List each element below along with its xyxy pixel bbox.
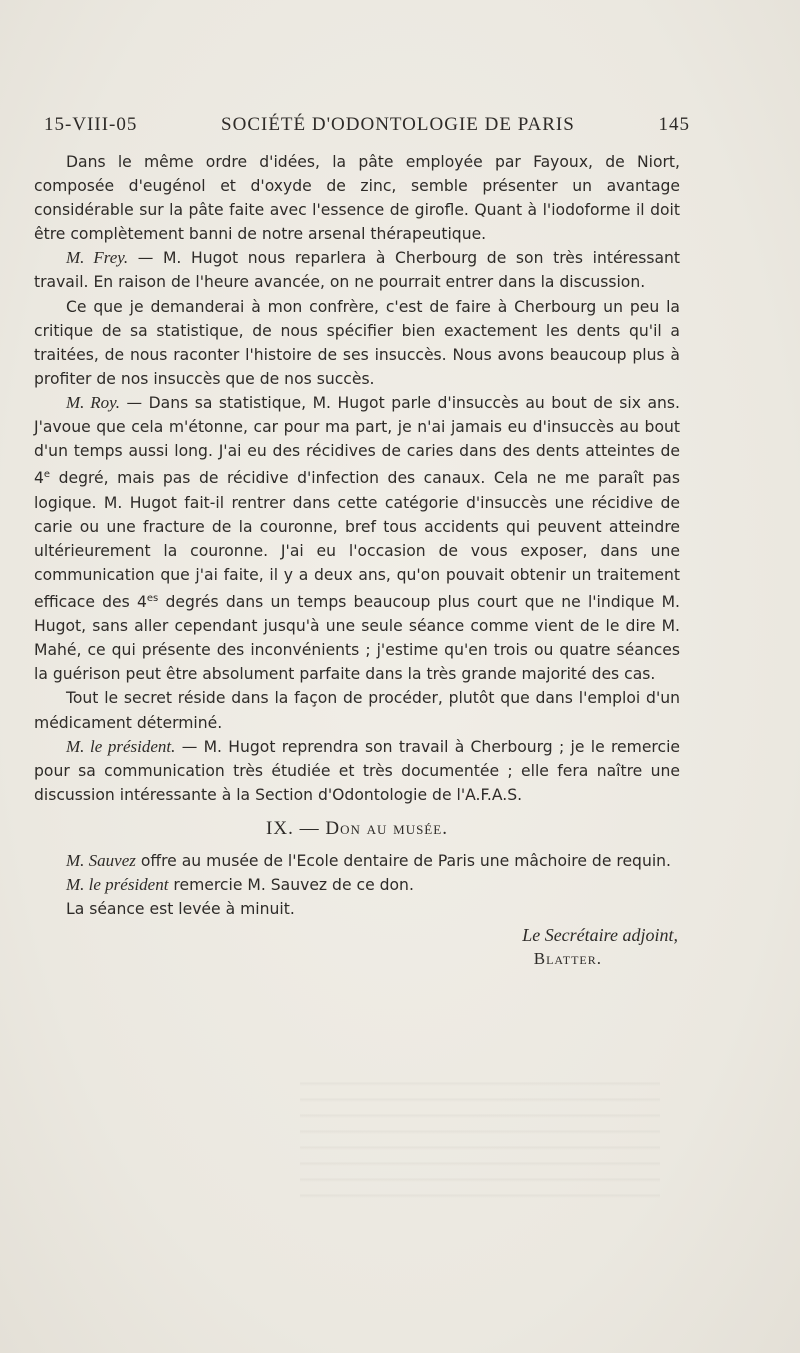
signature-role: Le Secrétaire adjoint, [522,925,678,946]
paragraph [34,391,680,687]
paragraph: Tout le secret réside dans la façon de procéder, plutôt que dans l'emploi d'un médicament déterminé. [34,689,680,732]
section-title: Don au musée. [325,817,448,839]
superscript: es [146,592,159,604]
section-heading [34,817,680,841]
paragraph-text: — M. Hugot nous reparlera à Cherbourg de son très intéressant travail. En raison de l'heure avancée, on ne pourrait entrer dans la discussion. [34,249,681,292]
paragraph: Dans le même ordre d'idées, la pâte employée par Fayoux, de Niort, composée d'eugénol et d'oxyde de zinc, semble présenter un avantage considérable sur la pâte faite avec l'essence de girofle. Quant à l'iodoforme il doit être complètement banni de notre arsenal thérapeutique. [34,153,680,244]
paragraph [34,873,680,897]
speaker-name: M. Roy. [66,392,120,412]
paragraph-text: degrés dans un temps beaucoup plus court que ne l'indique M. Hugot, sans aller cependant jusqu'à une seule séance comme vient de le dire M. Mahé, ce qui présente des inconvénients ; j'estime qu'en trois ou quatre séances la guérison peut être absolument parfaite dans la très grande majorité des cas. [34,593,680,684]
signature-block [34,923,680,971]
header-date: 15-VIII-05 [44,114,138,135]
superscript: e [43,469,51,481]
paragraph-text: remercie M. Sauvez de ce don. [168,876,414,895]
speaker-name: M. Frey. [66,248,129,268]
speaker-name: M. Sauvez [66,851,136,870]
page-number: 145 [658,114,690,135]
paragraph [34,849,680,873]
paragraph-text: degré, mais pas de récidive d'infection des canaux. Cela ne me paraît pas logique. M. Hugot fait-il rentrer dans cette catégorie d'insuccès une récidive de carie ou une fracture de la couronne, bref tous accidents qui peuvent atteindre ultérieurement la couronne. J'ai eu l'occasion de vous exposer, dans une communication que j'ai faite, il y a deux ans, qu'on pouvait obtenir un traitement efficace des 4 [34,469,680,612]
signature-name: Blatter. [533,949,602,969]
paragraph [34,735,680,807]
paragraph: La séance est levée à minuit. [66,900,295,919]
paragraph-text: offre au musée de l'Ecole dentaire de Paris une mâchoire de requin. [135,852,671,870]
speaker-name: M. le président. [66,736,176,756]
paragraph-text: — Dans sa statistique, M. Hugot parle d'insuccès au bout de six ans. J'avoue que cela m'étonne, car pour ma part, je n'ai jamais eu d'insuccès au bout d'un temps aussi long. J'ai eu des récidives de caries dans des dents atteintes de 4 [34,393,681,488]
paragraph [34,246,680,294]
paragraph: Ce que je demanderai à mon confrère, c'est de faire à Cherbourg un peu la critique de sa statistique, de nous spécifier bien exactement les dents qu'il a traitées, de nous raconter l'histoire de ses insuccès. Nous avons beaucoup plus à profiter de nos insuccès que de nos succès. [34,297,680,388]
running-header [44,114,690,136]
body-text [34,150,680,971]
show-through-bleed [300,1070,660,1200]
paragraph-text: — M. Hugot reprendra son travail à Cherbourg ; je le remercie pour sa communication très étudiée et très documentée ; elle fera naître une discussion intéressante à la Section d'Odontologie de l'A.F.A.S. [34,737,680,804]
speaker-name: M. le président [66,875,169,895]
section-number: IX. — [266,817,326,839]
header-title: SOCIÉTÉ D'ODONTOLOGIE DE PARIS [221,114,575,135]
